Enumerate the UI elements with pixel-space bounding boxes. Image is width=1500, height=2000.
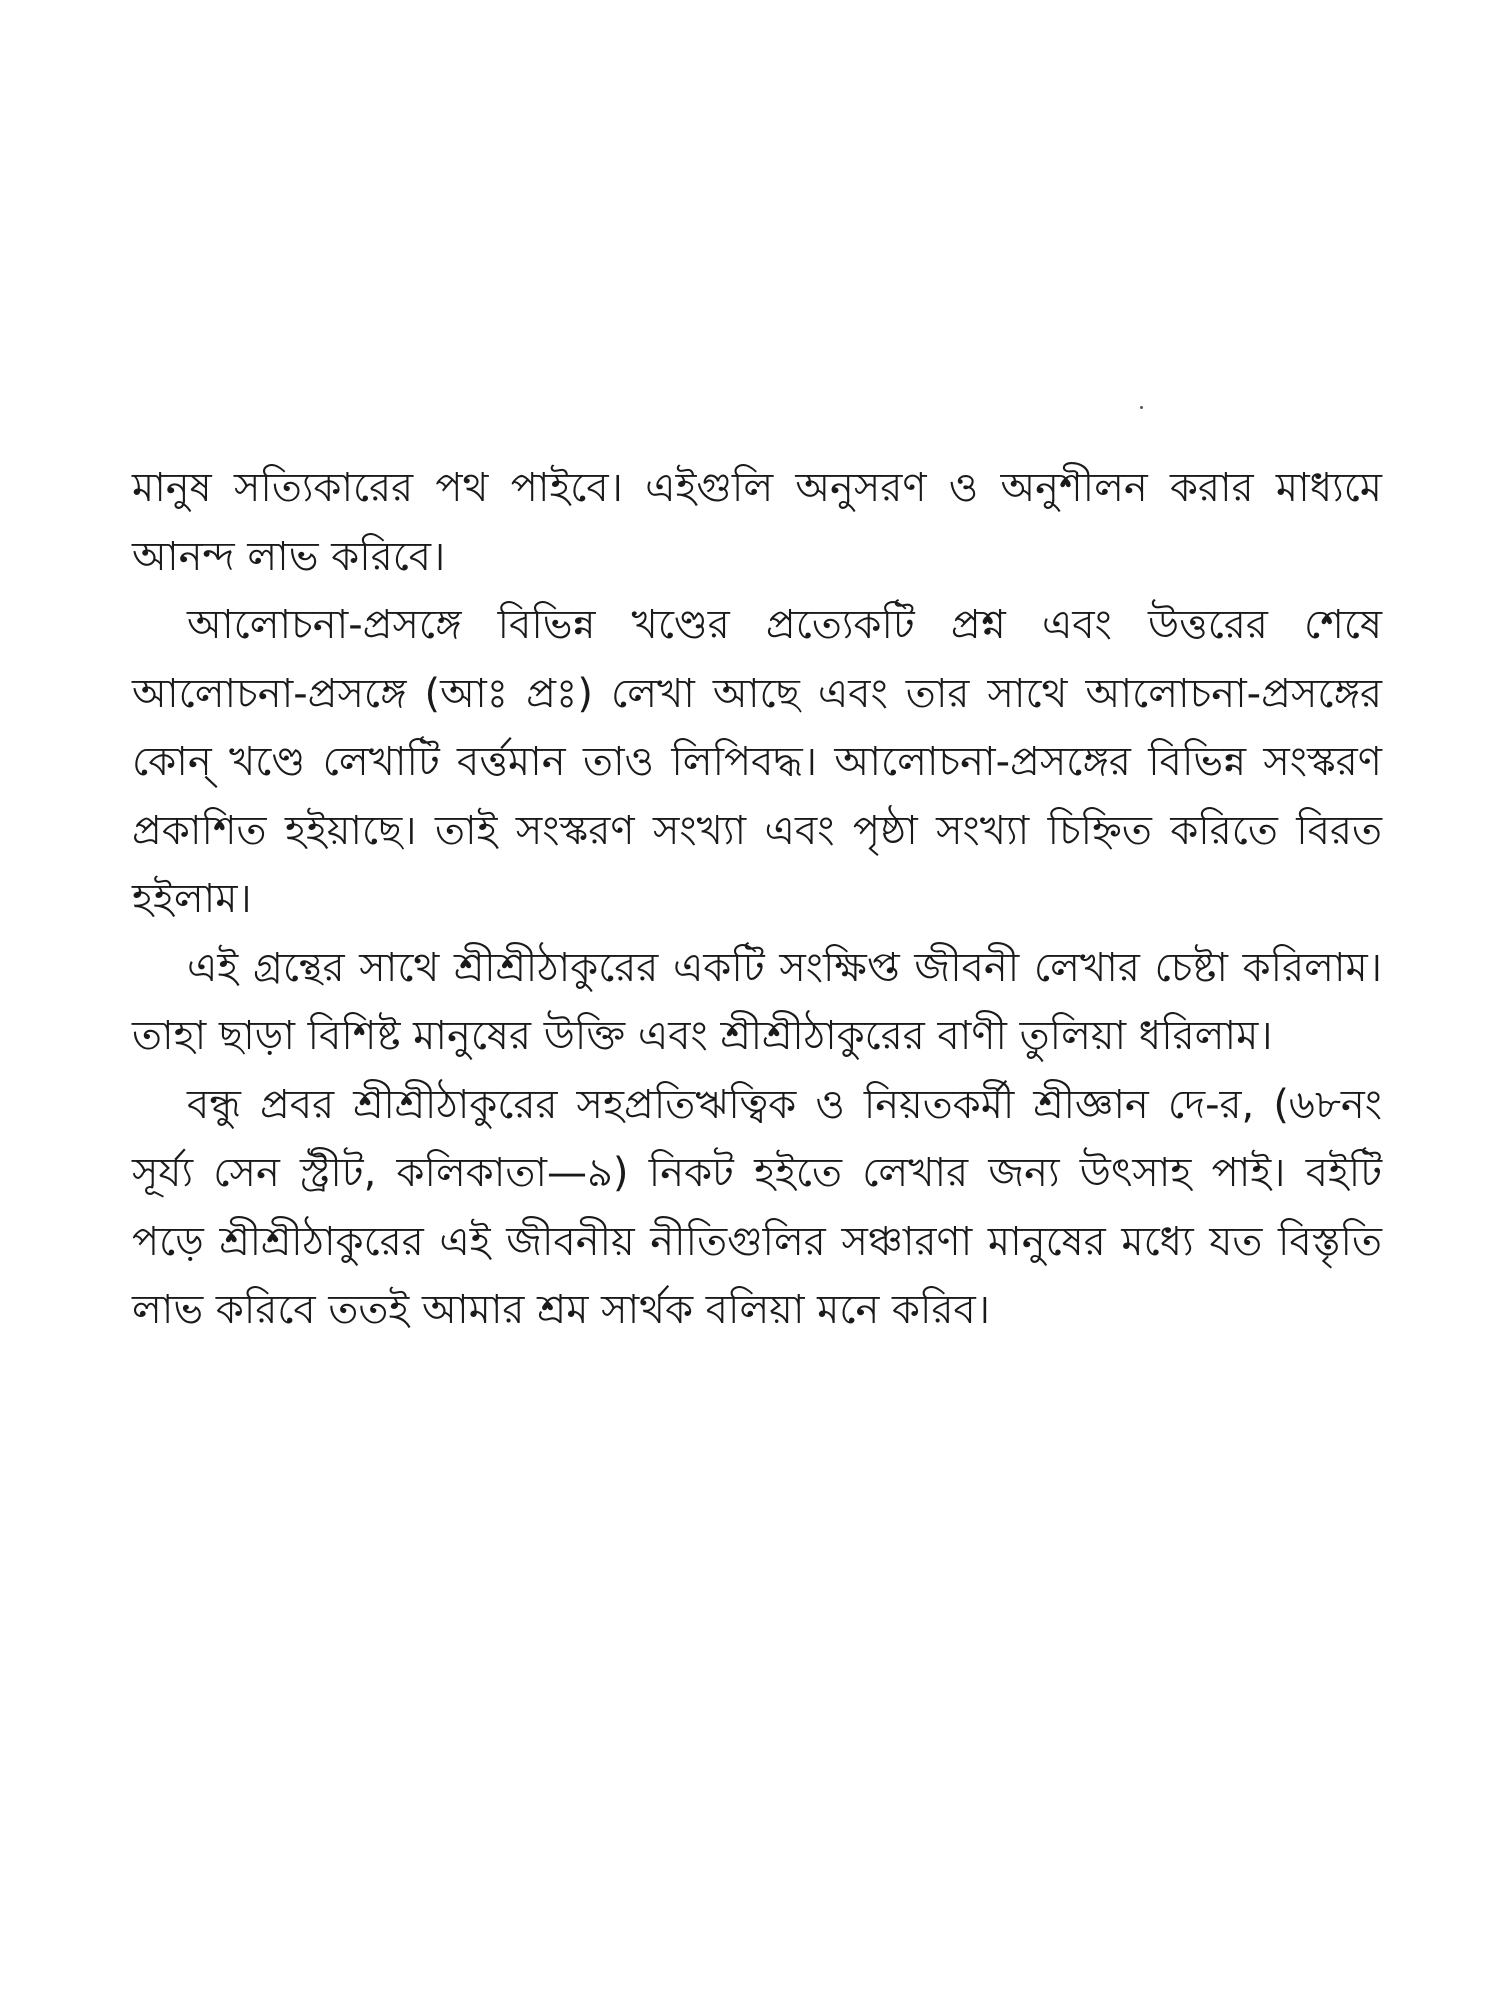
paragraph-acknowledgement: বন্ধু প্রবর শ্রীশ্রীঠাকুরের সহপ্রতিঋত্বিক ও নিয়তকর্মী শ্রীজ্ঞান দে-র, (৬৮নং সূর্য্য সেন স্ট্রীট, কলিকাতা—৯) নিকট হইতে লেখার জন্য উৎসাহ পাই। বইটি পড়ে শ্রীশ্রীঠাকুরের এই জীবনীয় নীতিগুলির সঞ্চারণা মানুষের মধ্যে যত বিস্তৃতি লাভ করিবে ততই আমার শ্রম সার্থক বলিয়া মনে করিব। — [132, 1081, 1382, 1333]
print-speck — [1140, 406, 1143, 409]
paragraph-alochona-prosonge: আলোচনা-প্রসঙ্গে বিভিন্ন খণ্ডের প্রত্যেকটি প্রশ্ন এবং উত্তরের শেষে আলোচনা-প্রসঙ্গে (আঃ প্রঃ) লেখা আছে এবং তার সাথে আলোচনা-প্রসঙ্গের কোন্ খণ্ডে লেখাটি বর্ত্তমান তাও লিপিবদ্ধ। আলোচনা-প্রসঙ্গের বিভিন্ন সংস্করণ প্রকাশিত হইয়াছে। তাই সংস্করণ সংখ্যা এবং পৃষ্ঠা সংখ্যা চিহ্নিত করিতে বিরত হইলাম। — [132, 602, 1382, 922]
body-text — [132, 454, 1382, 1345]
paragraph-biography: এই গ্রন্থের সাথে শ্রীশ্রীঠাকুরের একটি সংক্ষিপ্ত জীবনী লেখার চেষ্টা করিলাম। তাহা ছাড়া বিশিষ্ট মানুষের উক্তি এবং শ্রীশ্রীঠাকুরের বাণী তুলিয়া ধরিলাম। — [132, 944, 1382, 1059]
paragraph-continuation: মানুষ সত্যিকারের পথ পাইবে। এইগুলি অনুসরণ ও অনুশীলন করার মাধ্যমে আনন্দ লাভ করিবে। — [132, 465, 1382, 580]
